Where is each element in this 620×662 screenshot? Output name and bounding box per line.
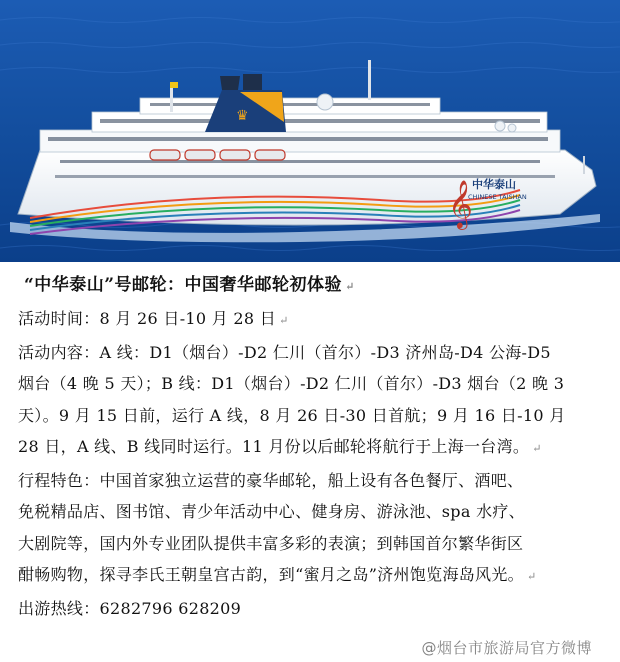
treble-clef-icon: 𝄞 <box>448 179 473 228</box>
hotline-line: 出游热线：6282796 628209 <box>18 598 242 618</box>
cruise-ship-photo <box>0 0 620 262</box>
title-text: “中华泰山”号邮轮：中国奢华邮轮初体验 <box>24 275 343 295</box>
activity-content-line: 烟台（4 晚 5 天）；B 线：D1（烟台）-D2 仁川（首尔）-D3 烟台（2 晚 3 <box>18 374 565 393</box>
weibo-watermark <box>421 637 592 658</box>
itinerary-features-line: 免税精品店、图书馆、青少年活动中心、健身房、游泳池、spa 水疗、 <box>18 502 525 521</box>
document-body <box>18 270 608 624</box>
paragraph-mark-icon: ↵ <box>526 570 537 583</box>
radar-dome <box>317 94 333 110</box>
activity-time: 活动时间：8 月 26 日-10 月 28 日 ↵ <box>18 309 289 328</box>
hull-name-cn: 中华泰山 <box>472 178 516 191</box>
paragraph-mark-icon: ↵ <box>345 280 355 293</box>
paragraph-mark-icon: ↵ <box>532 442 542 455</box>
paragraph-mark-icon: ↵ <box>279 314 289 327</box>
hull-name-en: CHINESE TAISHAN <box>468 193 527 201</box>
crown-icon: ♛ <box>236 108 249 124</box>
document-title <box>18 270 608 295</box>
itinerary-features-line: 酣畅购物，探寻李氏王朝皇宫古韵，到“蜜月之岛”济州饱览海岛风光。 ↵ <box>18 565 537 584</box>
itinerary-features-line: 大剧院等，国内外专业团队提供丰富多彩的表演；到韩国首尔繁华街区 <box>18 533 524 553</box>
itinerary-features-line: 行程特色：中国首家独立运营的豪华邮轮，船上设有各色餐厅、酒吧、 <box>18 470 524 490</box>
activity-content-line: 活动内容：A 线：D1（烟台）-D2 仁川（首尔）-D3 济州岛-D4 公海-D5 <box>18 342 551 362</box>
ship-mast <box>368 60 371 100</box>
cruise-ship-illustration <box>0 0 620 262</box>
watermark-text: @烟台市旅游局官方微博 <box>421 639 592 657</box>
activity-content-line: 天）。9 月 15 日前，运行 A 线，8 月 26 日-30 日首航；9 月 16 日-10 月 <box>18 405 566 425</box>
activity-content-line: 28 日，A 线、B 线同时运行。11 月份以后邮轮将航行于上海一台湾。 ↵ <box>18 437 542 456</box>
